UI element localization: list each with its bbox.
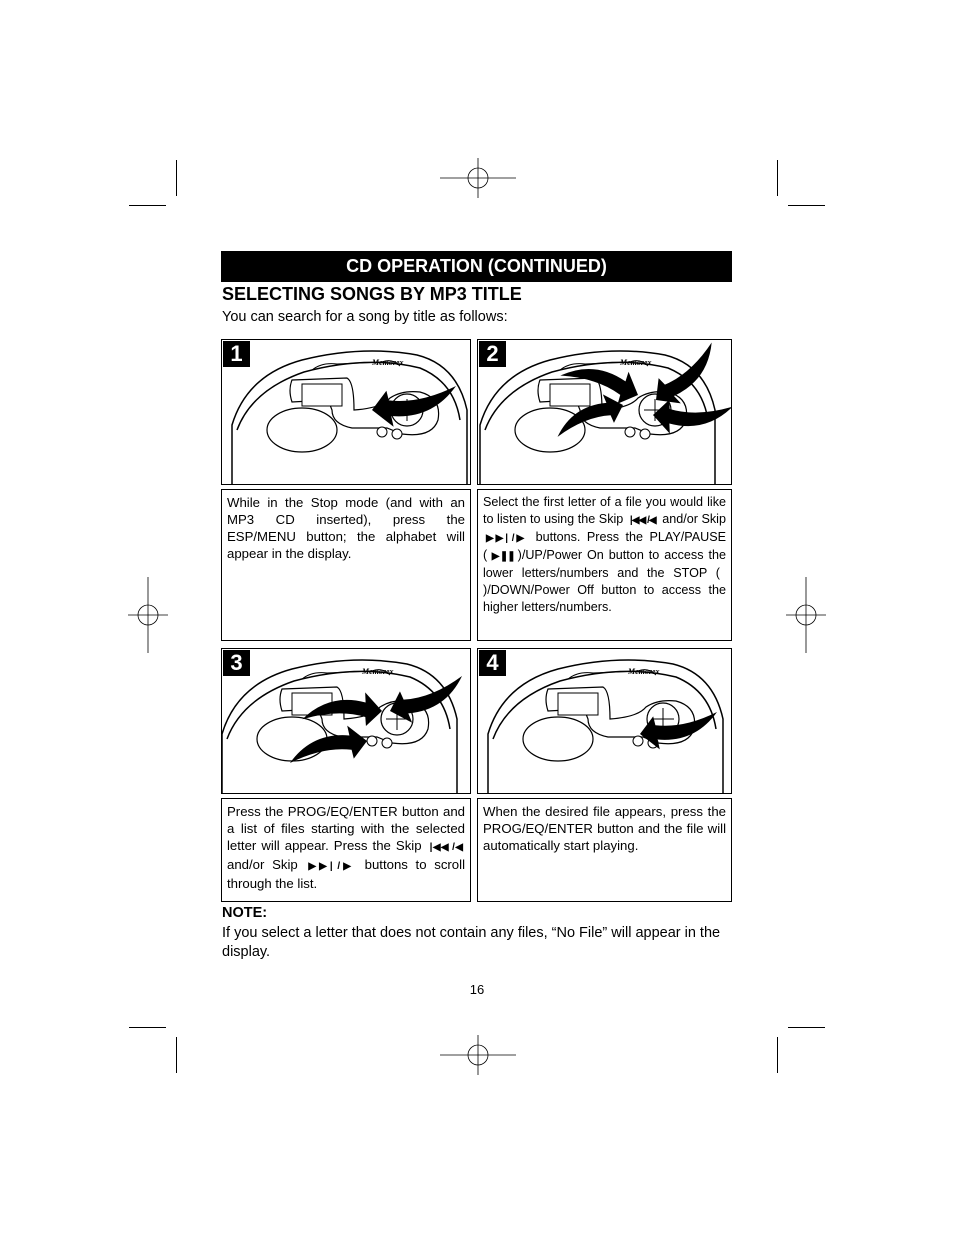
step-1-illustration: [221, 339, 471, 485]
crop-mark: [777, 160, 778, 196]
note-heading: NOTE:: [222, 905, 268, 921]
step-2-illustration: [477, 339, 732, 485]
step-3-text: Press the PROG/EQ/ENTER button and a list of files starting with the selected letter will appear. Press the Skip |◀◀ /◀ and/or Skip ▶▶| /▶ buttons to scroll through the list.: [221, 798, 471, 902]
play-pause-icon: ▶❚❚: [490, 551, 515, 562]
page-number: 16: [469, 982, 485, 997]
intro-text: You can search for a song by title as follows:: [222, 309, 508, 325]
cd-player-illustration: [222, 649, 471, 794]
registration-mark-left: [128, 577, 168, 653]
section-banner: [221, 251, 732, 282]
crop-mark: [129, 205, 166, 206]
skip-forward-icon: ▶▶| /▶: [486, 533, 527, 544]
step-number: 1: [223, 341, 250, 367]
section-heading: SELECTING SONGS BY MP3 TITLE: [222, 284, 522, 304]
registration-mark-bottom: [440, 1035, 516, 1075]
step-1-text: While in the Stop mode (and with an MP3 CD inserted), press the ESP/MENU button; the alphabet will appear in the display.: [221, 489, 471, 641]
skip-back-icon: |◀◀ /◀: [429, 842, 462, 853]
crop-mark: [176, 160, 177, 196]
skip-back-icon: |◀◀ /◀: [629, 515, 656, 526]
crop-mark: [777, 1037, 778, 1073]
cd-player-illustration: [478, 340, 732, 485]
cd-player-illustration: [222, 340, 471, 485]
crop-mark: [129, 1027, 166, 1028]
step-4-text: When the desired file appears, press the PROG/EQ/ENTER button and the file will automatically start playing.: [477, 798, 732, 902]
crop-mark: [788, 205, 825, 206]
registration-mark-top: [440, 158, 516, 198]
step-2-text: Select the first letter of a file you would like to listen to using the Skip |◀◀ /◀ and/or Skip ▶▶| /▶ buttons. Press the PLAY/PAUSE ( ▶❚❚ )/UP/Power On button to access the lower letters/numbers and the STOP ()/DOWN/Power Off button to access the higher letters/numbers.: [477, 489, 732, 641]
crop-mark: [176, 1037, 177, 1073]
note-text: If you select a letter that does not contain any files, “No File” will appear in the display.: [222, 925, 721, 960]
step-3-illustration: [221, 648, 471, 794]
step-number: 4: [479, 650, 506, 676]
cd-player-illustration: [478, 649, 732, 794]
skip-forward-icon: ▶▶| /▶: [308, 861, 354, 872]
step-4-illustration: [477, 648, 732, 794]
step-number: 3: [223, 650, 250, 676]
step-number: 2: [479, 341, 506, 367]
registration-mark-right: [786, 577, 826, 653]
crop-mark: [788, 1027, 825, 1028]
banner-title: CD OPERATION (CONTINUED): [346, 256, 607, 276]
